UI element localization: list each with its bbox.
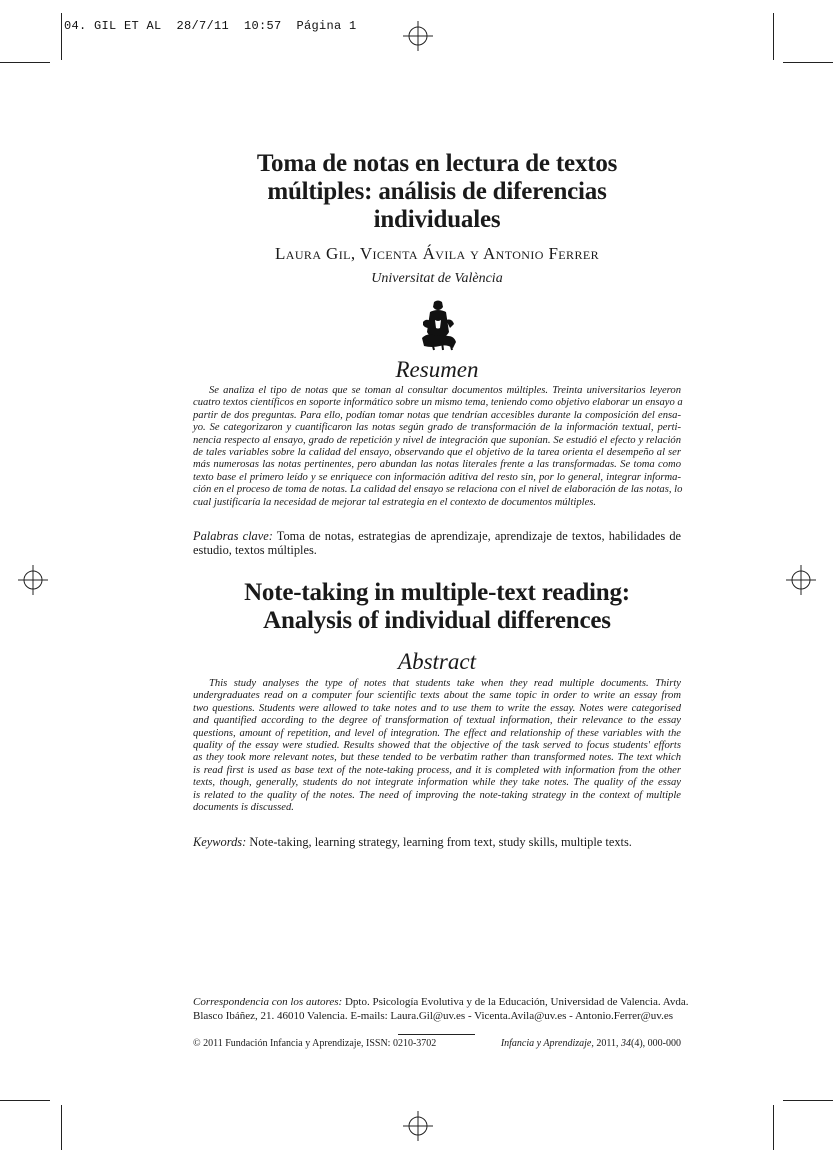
journal-citation (478, 1038, 681, 1049)
title-es-line: múltiples: análisis de diferencias (267, 178, 607, 205)
registration-mark-icon (403, 1111, 433, 1141)
palabras-clave-label: Palabras clave: (193, 529, 273, 543)
registration-mark-icon (18, 565, 48, 595)
copyright-notice: © 2011 Fundación Infancia y Aprendizaje, ISSN: 0210-3702 (193, 1038, 437, 1049)
footer-divider (398, 1034, 475, 1035)
resumen-line: nencia respecto al ensayo, grado de repetición y nivel de integración que suponían. Se estudió el efecto y relación (193, 434, 681, 446)
journal-volume: 34 (621, 1038, 631, 1049)
journal-issue-pages: (4), 000-000 (631, 1038, 681, 1049)
keywords-text: Note-taking, learning strategy, learning from text, study skills, multiple texts. (249, 835, 632, 849)
journal-name: Infancia y Aprendizaje, (500, 1038, 594, 1049)
resumen-line: ción en el proceso de toma de notas. La calidad del ensayo se relaciona con el nivel de elaboración de las notas, lo (193, 484, 683, 496)
resumen-heading: Resumen (395, 357, 479, 382)
title-es-line: Toma de notas en lectura de textos (256, 150, 618, 177)
palabras-clave (193, 529, 681, 557)
resumen-line: cual justificaría la necesidad de mejorar tal estrategia en el contexto de documentos múltiples. (193, 496, 597, 508)
correspondence-text: Dpto. Psicología Evolutiva y de la Educación, Universidad de Valencia. Avda. (344, 996, 689, 1008)
crop-mark (783, 62, 833, 63)
affiliation: Universitat de València (371, 271, 503, 286)
palabras-clave-line: estudio, textos múltiples. (193, 543, 317, 557)
abstract-body (193, 678, 681, 814)
abstract-line: quality of the essay were studied. Results showed that the objective of the task served to focus students' efforts (193, 740, 681, 752)
title-es (193, 150, 681, 234)
resumen-line: partir de dos preguntas. Para ello, podían tomar notas que tendrían accesibles durante la composición del ensa- (193, 409, 681, 421)
abstract-heading: Abstract (398, 649, 476, 674)
resumen-line: texto base el primero leído y se enriquece con información aditiva del resto sin, por lo general, integrar informa- (193, 471, 681, 483)
print-slug: 04. GIL ET AL 28/7/11 10:57 Página 1 (64, 19, 357, 33)
correspondence-line: Blasco Ibáñez, 21. 46010 Valencia. E-mails: Laura.Gil@uv.es - Vicenta.Avila@uv.es - Antonio.Ferrer@uv.es (193, 1010, 673, 1022)
resumen-line: más numerosas las notas pertinentes, pero abundan las notas literales frente a las transformadas. Se toma como (193, 459, 681, 471)
crop-mark (773, 13, 774, 60)
journal-year: 2011, (596, 1038, 619, 1049)
authors: Laura Gil, Vicenta Ávila y Antonio Ferrer (275, 244, 599, 263)
registration-mark-icon (403, 21, 433, 51)
abstract-line: texts, though, generally, students do not integrate information while they take notes. The quality of the essay (193, 777, 681, 789)
title-en-line: Note-taking in multiple-text reading: (244, 579, 630, 606)
resumen-line: cuatro textos científicos en soporte informático sobre un mismo tema, teniendo como objetivo elaborar un ensayo a (193, 397, 683, 409)
abstract-line: is read first is used as base text of the note-taking process, and it is completed with information from the other (193, 764, 681, 776)
title-en-line: Analysis of individual differences (263, 607, 611, 634)
crop-mark (0, 62, 50, 63)
crop-mark (61, 13, 62, 60)
crop-mark (773, 1105, 774, 1150)
abstract-line: is related to the quality of the notes. The need of improving the note-taking strategy in the context of multiple (193, 789, 681, 801)
university-seal-icon (416, 298, 460, 352)
crop-mark (783, 1100, 833, 1101)
title-en (193, 579, 681, 635)
abstract-line: and quantified according to the degree of transformation of textual information, their relevance to the essay (193, 715, 681, 727)
abstract-line: undergraduates read on a computer four scientific texts about the same topic in order to write an essay from (193, 690, 681, 702)
abstract-line: questions, amount of repetition, and level of integration. The effect and relationship of these variables with the (193, 727, 681, 739)
correspondence (193, 995, 689, 1023)
abstract-line: as they took more relevant notes, but these tended to be verbatim rather than transformed notes. The text which (193, 752, 681, 764)
abstract-line: documents is discussed. (193, 802, 294, 814)
crop-mark (0, 1100, 50, 1101)
palabras-clave-line (193, 529, 681, 543)
crop-mark (61, 1105, 62, 1150)
keywords (193, 835, 681, 849)
keywords-label: Keywords: (193, 835, 247, 849)
resumen-line: de tales variables sobre la calidad del ensayo, observando que el objetivo de la tarea orienta el desempeño al ser (193, 447, 681, 459)
correspondence-label: Correspondencia con los autores: (193, 996, 343, 1008)
abstract-line: two questions. Students were allowed to take notes and to use them to write the essay. Notes were categorised (193, 702, 681, 714)
palabras-clave-text: Toma de notas, estrategias de aprendizaje, aprendizaje de textos, habilidades de (276, 529, 682, 543)
resumen-body (193, 385, 681, 509)
abstract-line: This study analyses the type of notes that students take when they read multiple documents. Thirty (209, 678, 681, 689)
resumen-line: yo. Se categorizaron y cuantificaron las notas según grado de transformación de la información textual, perti- (193, 422, 681, 434)
correspondence-line (193, 995, 689, 1009)
title-es-line: individuales (373, 206, 501, 233)
registration-mark-icon (786, 565, 816, 595)
resumen-line: Se analiza el tipo de notas que se toman al consultar documentos múltiples. Treinta universitarios leyeron (209, 385, 681, 396)
